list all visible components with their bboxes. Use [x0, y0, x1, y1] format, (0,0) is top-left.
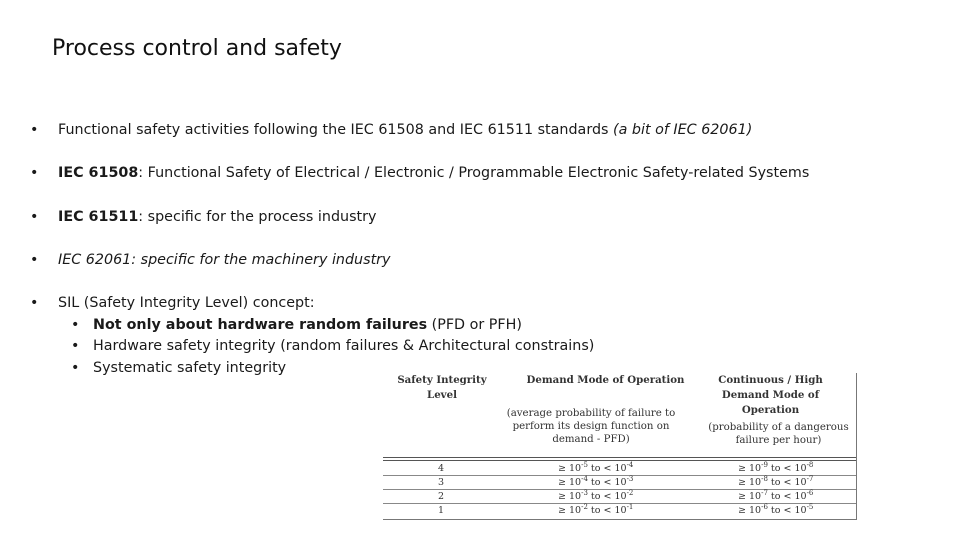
header-rule — [383, 457, 857, 458]
pfh-cell: ≥ $10^{-7}$ to < $10^{-6}$ — [738, 489, 814, 502]
bullet-item — [30, 295, 315, 311]
sil-level-cell: 4 — [438, 463, 445, 474]
header-rule — [383, 460, 857, 461]
pfd-cell: ≥ $10^{-5}$ to < $10^{-4}$ — [558, 461, 634, 474]
sil-header-level: Safety Integrity Level — [397, 374, 487, 401]
pfh-cell: ≥ $10^{-8}$ to < $10^{-7}$ — [738, 475, 814, 488]
bullet-dot: • — [30, 165, 39, 181]
pfd-cell: ≥ $10^{-3}$ to < $10^{-2}$ — [558, 489, 634, 502]
bullet-dot: • — [30, 295, 39, 311]
bullet-item — [30, 165, 809, 181]
sil-desc-demand: (average probability of failure to perform its design function on demand - PFD) — [506, 408, 676, 445]
row-separator — [383, 475, 857, 476]
sub-bullet-item — [71, 317, 522, 333]
sil-header-continuous: Continuous / High Demand Mode of Operation — [718, 374, 823, 416]
sil-level-cell: 1 — [438, 505, 445, 516]
bullet-text: Functional safety activities following the IEC 61508 and IEC 61511 standards — [58, 122, 614, 138]
bullet-dot: • — [71, 338, 80, 354]
bullet-text: : specific for the process industry — [138, 209, 377, 225]
pfd-cell: ≥ $10^{-2}$ to < $10^{-1}$ — [558, 503, 634, 516]
bullet-italic: IEC 62061: specific for the machinery industry — [58, 252, 391, 268]
pfd-cell: ≥ $10^{-4}$ to < $10^{-3}$ — [558, 475, 634, 488]
sub-bullet-item — [71, 360, 286, 376]
sub-bullet-bold: Not only about hardware random failures — [93, 317, 428, 333]
bullet-text: : Functional Safety of Electrical / Electronic / Programmable Electronic Safety-related Systems — [138, 165, 810, 181]
pfh-cell: ≥ $10^{-9}$ to < $10^{-8}$ — [738, 461, 814, 474]
bullet-dot: • — [71, 317, 80, 333]
sub-bullet-item — [71, 338, 594, 354]
bullet-text: SIL (Safety Integrity Level) concept: — [58, 295, 315, 311]
bullet-dot: • — [30, 209, 39, 225]
row-separator — [383, 489, 857, 490]
sub-bullet-text: Hardware safety integrity (random failures & Architectural constrains) — [93, 338, 595, 354]
sil-level-cell: 2 — [438, 491, 445, 502]
bullet-dot: • — [71, 360, 80, 376]
sub-bullet-text: (PFD or PFH) — [427, 317, 522, 333]
sil-desc-continuous: (probability of a dangerous failure per hour) — [708, 422, 849, 446]
sil-table — [383, 373, 857, 520]
table-right-border — [856, 373, 857, 520]
table-bottom-border — [383, 519, 857, 520]
slide-title: Process control and safety — [52, 36, 342, 61]
bullet-item — [30, 209, 376, 225]
sil-level-cell: 3 — [438, 477, 445, 488]
bullet-item — [30, 122, 752, 138]
bullet-item — [30, 252, 391, 268]
bullet-bold: IEC 61511 — [58, 209, 139, 225]
bullet-dot: • — [30, 252, 39, 268]
row-separator — [383, 503, 857, 504]
pfh-cell: ≥ $10^{-6}$ to < $10^{-5}$ — [738, 503, 814, 516]
bullet-italic-suffix: (a bit of IEC 62061) — [613, 122, 753, 138]
sub-bullet-text: Systematic safety integrity — [93, 360, 287, 376]
bullet-dot: • — [30, 122, 39, 138]
sil-header-demand: Demand Mode of Operation — [526, 374, 685, 386]
bullet-bold: IEC 61508 — [58, 165, 139, 181]
